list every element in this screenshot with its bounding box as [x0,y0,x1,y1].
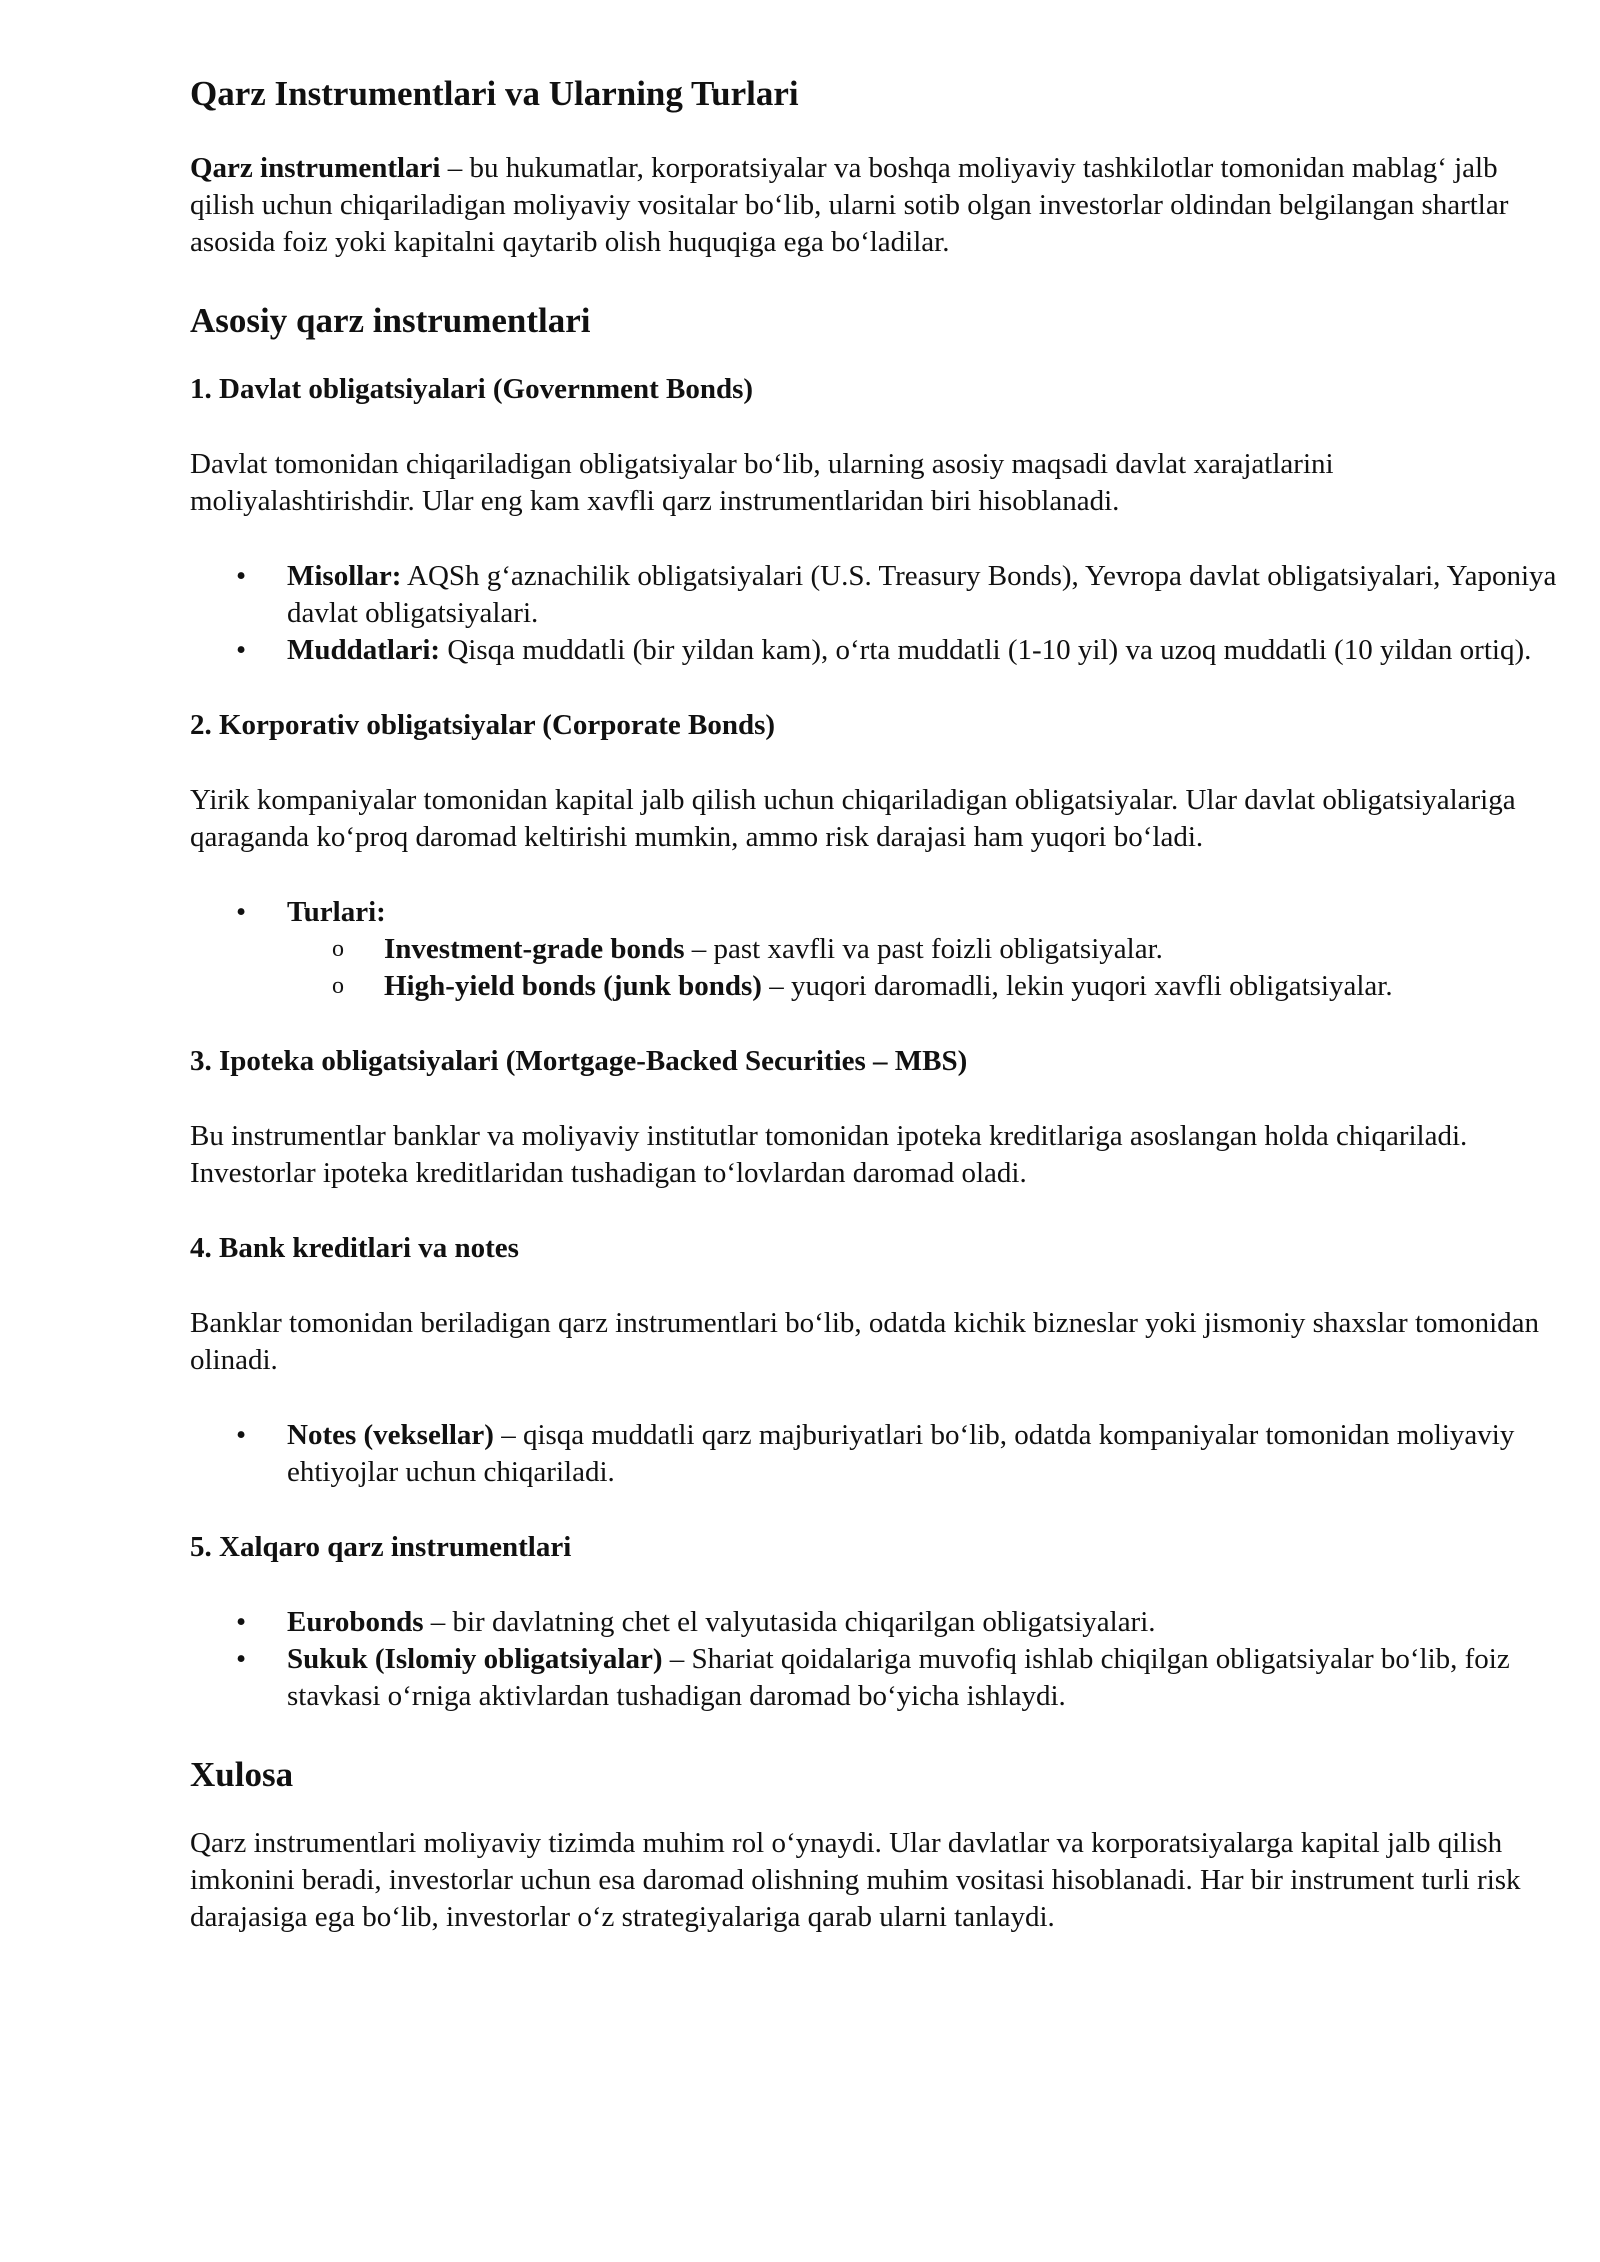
list-item-label: Turlari: [287,896,386,928]
bullet-icon: • [236,634,247,666]
bullet-list [190,894,1560,1005]
section-heading: 1. Davlat obligatsiyalari (Government Bonds) [190,373,754,405]
bullet-list [190,558,1560,669]
bullet-icon: • [236,1419,247,1451]
sub-list-item [287,931,1560,968]
conclusion-heading: Xulosa [190,1755,294,1794]
sub-list-item [287,968,1560,1005]
list-item-label: Notes (veksellar) [287,1419,494,1451]
list-item-text: – Shariat qoidalariga muvofiq ishlab chiqilgan obligatsiyalar bo‘lib, foiz stavkasi o‘rniga aktivlardan tushadigan daromad bo‘yicha ishlaydi. [287,1643,1510,1712]
section-heading: 4. Bank kreditlari va notes [190,1232,519,1264]
document-page [190,72,1560,1974]
intro-term: Qarz instrumentlari [190,152,441,184]
sub-list-item-label: High-yield bonds (junk bonds) [384,970,762,1002]
conclusion-paragraph: Qarz instrumentlari moliyaviy tizimda muhim rol o‘ynaydi. Ular davlatlar va korporatsiyalarga kapital jalb qilish imkonini beradi, investorlar uchun esa daromad olishning muhim vositasi hisoblanadi. Har bir instrument turli risk darajasiga ega bo‘lib, investorlar o‘z strategiyalariga qarab ularni tanlaydi. [190,1827,1521,1933]
list-item [190,1417,1560,1491]
section-heading: 2. Korporativ obligatsiyalar (Corporate Bonds) [190,709,776,741]
document-title: Qarz Instrumentlari va Ularning Turlari [190,74,799,113]
list-item [190,558,1560,632]
list-item-label: Muddatlari: [287,634,441,666]
bullet-icon: • [236,1606,247,1638]
circle-bullet-icon: o [332,936,344,962]
intro-text: – bu hukumatlar, korporatsiyalar va boshqa moliyaviy tashkilotlar tomonidan mablag‘ jalb qilish uchun chiqariladigan moliyaviy vositalar bo‘lib, ularni sotib olgan investorlar oldindan belgilangan shartlar asosida foiz yoki kapitalni qaytarib olish huquqiga ega bo‘ladilar. [190,152,1509,258]
section-paragraph: Bu instrumentlar banklar va moliyaviy institutlar tomonidan ipoteka kreditlariga asoslangan holda chiqariladi. Investorlar ipoteka kreditlaridan tushadigan to‘lovlardan daromad oladi. [190,1120,1468,1189]
section-heading: 3. Ipoteka obligatsiyalari (Mortgage-Backed Securities – MBS) [190,1045,968,1077]
list-item-label: Sukuk (Islomiy obligatsiyalar) [287,1643,663,1675]
section-paragraph: Davlat tomonidan chiqariladigan obligatsiyalar bo‘lib, ularning asosiy maqsadi davlat xarajatlarini moliyalashtirishdir. Ular eng kam xavfli qarz instrumentlaridan biri hisoblanadi. [190,448,1334,517]
list-item-text: – bir davlatning chet el valyutasida chiqarilgan obligatsiyalari. [423,1606,1156,1638]
sub-list-item-label: Investment-grade bonds [384,933,685,965]
main-heading: Asosiy qarz instrumentlari [190,301,591,340]
bullet-list [190,1417,1560,1491]
bullet-icon: • [236,560,247,592]
bullet-list [190,1604,1560,1715]
list-item-label: Misollar: [287,560,402,592]
list-item-label: Eurobonds [287,1606,424,1638]
bullet-icon: • [236,896,247,928]
list-item-text: Qisqa muddatli (bir yildan kam), o‘rta muddatli (1-10 yil) va uzoq muddatli (10 yildan ortiq). [440,634,1532,666]
list-item-text: – qisqa muddatli qarz majburiyatlari bo‘lib, odatda kompaniyalar tomonidan moliyaviy ehtiyojlar uchun chiqariladi. [287,1419,1515,1488]
list-item [190,1641,1560,1715]
sub-list [287,931,1560,1005]
sub-list-item-text: – yuqori daromadli, lekin yuqori xavfli obligatsiyalar. [761,970,1393,1002]
bullet-icon: • [236,1643,247,1675]
sub-list-item-text: – past xavfli va past foizli obligatsiyalar. [684,933,1163,965]
circle-bullet-icon: o [332,973,344,999]
list-item [190,1604,1560,1641]
section-paragraph: Yirik kompaniyalar tomonidan kapital jalb qilish uchun chiqariladigan obligatsiyalar. Ular davlat obligatsiyalariga qaraganda ko‘proq daromad keltirishi mumkin, ammo risk darajasi ham yuqori bo‘ladi. [190,784,1516,853]
section-heading: 5. Xalqaro qarz instrumentlari [190,1531,572,1563]
list-item [190,894,1560,1005]
list-item [190,632,1560,669]
intro-paragraph [190,150,1560,261]
section-paragraph: Banklar tomonidan beriladigan qarz instrumentlari bo‘lib, odatda kichik bizneslar yoki jismoniy shaxslar tomonidan olinadi. [190,1307,1539,1376]
list-item-text: AQSh g‘aznachilik obligatsiyalari (U.S. Treasury Bonds), Yevropa davlat obligatsiyalari, Yaponiya davlat obligatsiyalari. [287,560,1557,629]
sections-container [190,371,1560,1715]
